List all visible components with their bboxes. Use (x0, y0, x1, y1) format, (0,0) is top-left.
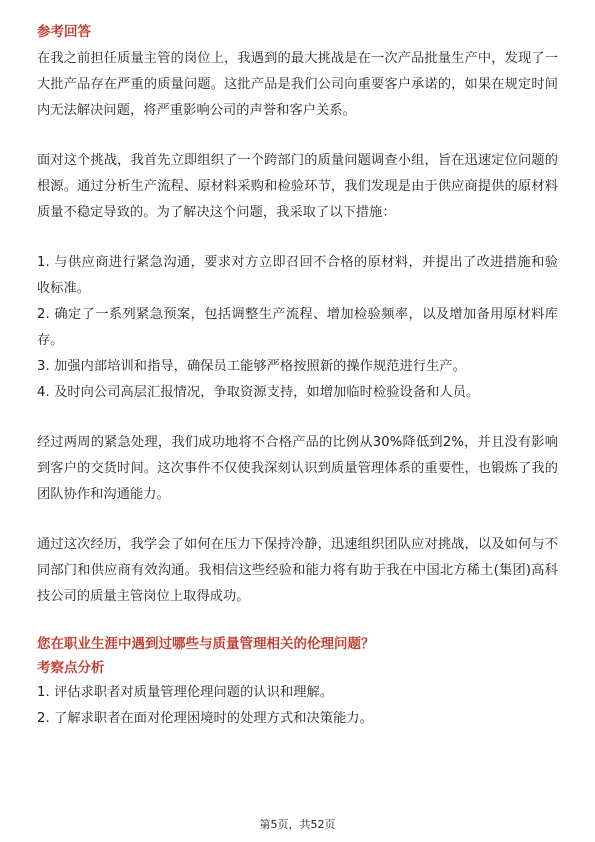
analysis-point-2: 2. 了解求职者在面对伦理困境时的处理方式和决策能力。 (37, 711, 373, 726)
answer-heading: 参考回答 (37, 24, 91, 40)
next-question: 您在职业生涯中遇到过哪些与质量管理相关的伦理问题？ (37, 636, 375, 652)
paragraph-challenge: 在我之前担任质量主管的岗位上，我遇到的最大挑战是在一次产品批量生产中，发现了一大批产品存在严重的质量问题。这批产品是我们公司向重要客户承诺的，如果在规定时间内无法解决问题，将严重影响公司的声誉和客户关系。 (37, 51, 558, 118)
measure-item-2: 2. 确定了一系列紧急预案，包括调整生产流程、增加检验频率，以及增加备用原材料库存。 (37, 307, 558, 348)
document-page (37, 22, 558, 732)
analysis-point-1: 1. 评估求职者对质量管理伦理问题的认识和理解。 (37, 685, 334, 700)
measure-item-1: 1. 与供应商进行紧急沟通，要求对方立即召回不合格的原材料，并提出了改进措施和验收标准。 (37, 255, 558, 296)
measure-item-3: 3. 加强内部培训和指导，确保员工能够严格按照新的操作规范进行生产。 (37, 359, 466, 374)
page-footer: 第5页，共52页 (259, 818, 336, 831)
analysis-heading: 考察点分析 (37, 660, 105, 676)
paragraph-lesson: 通过这次经历，我学会了如何在压力下保持冷静，迅速组织团队应对挑战，以及如何与不同部门和供应商有效沟通。我相信这些经验和能力将有助于我在中国北方稀土(集团)高科技公司的质量主管岗位上取得成功。 (37, 537, 558, 604)
paragraph-result: 经过两周的紧急处理，我们成功地将不合格产品的比例从30%降低到2%，并且没有影响到客户的交货时间。这次事件不仅使我深刻认识到质量管理体系的重要性，也锻炼了我的团队协作和沟通能力。 (37, 435, 558, 502)
measure-item-4: 4. 及时向公司高层汇报情况，争取资源支持，如增加临时检验设备和人员。 (37, 385, 480, 400)
paragraph-response: 面对这个挑战，我首先立即组织了一个跨部门的质量问题调查小组，旨在迅速定位问题的根源。通过分析生产流程、原材料采购和检验环节，我们发现是由于供应商提供的原材料质量不稳定导致的。为了解决这个问题，我采取了以下措施： (37, 153, 558, 220)
